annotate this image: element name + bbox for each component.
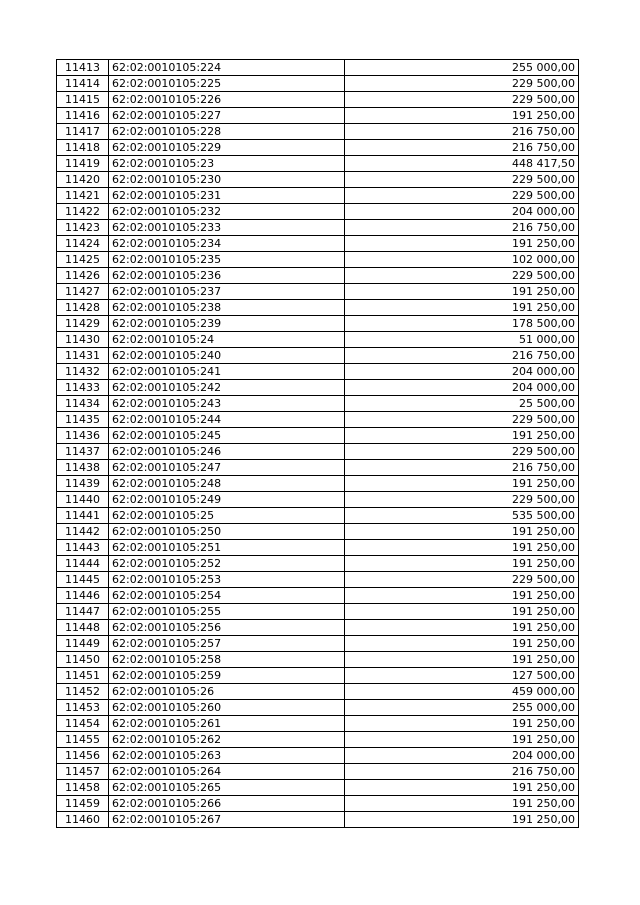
table-row bbox=[57, 60, 579, 76]
cadastral-number-cell: 62:02:0010105:25 bbox=[109, 508, 345, 524]
value-cell: 191 250,00 bbox=[345, 812, 579, 828]
cadastral-value-table bbox=[56, 59, 579, 828]
row-number-cell: 11450 bbox=[57, 652, 109, 668]
row-number-cell: 11440 bbox=[57, 492, 109, 508]
value-cell: 229 500,00 bbox=[345, 92, 579, 108]
value-cell: 204 000,00 bbox=[345, 380, 579, 396]
cadastral-number-cell: 62:02:0010105:262 bbox=[109, 732, 345, 748]
table-row bbox=[57, 140, 579, 156]
cadastral-number-cell: 62:02:0010105:260 bbox=[109, 700, 345, 716]
table-row bbox=[57, 668, 579, 684]
value-cell: 216 750,00 bbox=[345, 460, 579, 476]
table-row bbox=[57, 412, 579, 428]
row-number-cell: 11431 bbox=[57, 348, 109, 364]
cadastral-number-cell: 62:02:0010105:261 bbox=[109, 716, 345, 732]
row-number-cell: 11443 bbox=[57, 540, 109, 556]
cadastral-number-cell: 62:02:0010105:255 bbox=[109, 604, 345, 620]
row-number-cell: 11420 bbox=[57, 172, 109, 188]
value-cell: 216 750,00 bbox=[345, 764, 579, 780]
value-cell: 204 000,00 bbox=[345, 748, 579, 764]
value-cell: 191 250,00 bbox=[345, 300, 579, 316]
cadastral-number-cell: 62:02:0010105:256 bbox=[109, 620, 345, 636]
row-number-cell: 11453 bbox=[57, 700, 109, 716]
cadastral-number-cell: 62:02:0010105:234 bbox=[109, 236, 345, 252]
value-cell: 204 000,00 bbox=[345, 204, 579, 220]
table-row bbox=[57, 76, 579, 92]
cadastral-number-cell: 62:02:0010105:250 bbox=[109, 524, 345, 540]
value-cell: 191 250,00 bbox=[345, 540, 579, 556]
table-row bbox=[57, 508, 579, 524]
table-row bbox=[57, 812, 579, 828]
table-row bbox=[57, 236, 579, 252]
table-row bbox=[57, 444, 579, 460]
row-number-cell: 11435 bbox=[57, 412, 109, 428]
table-row bbox=[57, 268, 579, 284]
value-cell: 191 250,00 bbox=[345, 620, 579, 636]
value-cell: 229 500,00 bbox=[345, 492, 579, 508]
table-row bbox=[57, 572, 579, 588]
row-number-cell: 11459 bbox=[57, 796, 109, 812]
cadastral-number-cell: 62:02:0010105:263 bbox=[109, 748, 345, 764]
table-row bbox=[57, 428, 579, 444]
table-row bbox=[57, 476, 579, 492]
row-number-cell: 11460 bbox=[57, 812, 109, 828]
table-row bbox=[57, 492, 579, 508]
table-row bbox=[57, 204, 579, 220]
table-row bbox=[57, 252, 579, 268]
row-number-cell: 11447 bbox=[57, 604, 109, 620]
value-cell: 204 000,00 bbox=[345, 364, 579, 380]
row-number-cell: 11430 bbox=[57, 332, 109, 348]
row-number-cell: 11426 bbox=[57, 268, 109, 284]
value-cell: 191 250,00 bbox=[345, 604, 579, 620]
value-cell: 191 250,00 bbox=[345, 476, 579, 492]
table-row bbox=[57, 636, 579, 652]
row-number-cell: 11458 bbox=[57, 780, 109, 796]
cadastral-number-cell: 62:02:0010105:228 bbox=[109, 124, 345, 140]
cadastral-number-cell: 62:02:0010105:232 bbox=[109, 204, 345, 220]
table-row bbox=[57, 684, 579, 700]
row-number-cell: 11449 bbox=[57, 636, 109, 652]
row-number-cell: 11454 bbox=[57, 716, 109, 732]
value-cell: 229 500,00 bbox=[345, 172, 579, 188]
cadastral-number-cell: 62:02:0010105:257 bbox=[109, 636, 345, 652]
value-cell: 191 250,00 bbox=[345, 716, 579, 732]
cadastral-number-cell: 62:02:0010105:23 bbox=[109, 156, 345, 172]
cadastral-number-cell: 62:02:0010105:225 bbox=[109, 76, 345, 92]
cadastral-number-cell: 62:02:0010105:247 bbox=[109, 460, 345, 476]
row-number-cell: 11439 bbox=[57, 476, 109, 492]
cadastral-number-cell: 62:02:0010105:26 bbox=[109, 684, 345, 700]
table-row bbox=[57, 460, 579, 476]
row-number-cell: 11437 bbox=[57, 444, 109, 460]
row-number-cell: 11415 bbox=[57, 92, 109, 108]
cadastral-number-cell: 62:02:0010105:259 bbox=[109, 668, 345, 684]
value-cell: 459 000,00 bbox=[345, 684, 579, 700]
row-number-cell: 11421 bbox=[57, 188, 109, 204]
value-cell: 178 500,00 bbox=[345, 316, 579, 332]
cadastral-number-cell: 62:02:0010105:229 bbox=[109, 140, 345, 156]
table-row bbox=[57, 796, 579, 812]
cadastral-number-cell: 62:02:0010105:230 bbox=[109, 172, 345, 188]
table-row bbox=[57, 124, 579, 140]
cadastral-number-cell: 62:02:0010105:249 bbox=[109, 492, 345, 508]
value-cell: 191 250,00 bbox=[345, 732, 579, 748]
cadastral-number-cell: 62:02:0010105:264 bbox=[109, 764, 345, 780]
value-cell: 229 500,00 bbox=[345, 572, 579, 588]
value-cell: 448 417,50 bbox=[345, 156, 579, 172]
cadastral-number-cell: 62:02:0010105:239 bbox=[109, 316, 345, 332]
table-row bbox=[57, 284, 579, 300]
value-cell: 25 500,00 bbox=[345, 396, 579, 412]
cadastral-number-cell: 62:02:0010105:224 bbox=[109, 60, 345, 76]
value-cell: 216 750,00 bbox=[345, 140, 579, 156]
row-number-cell: 11419 bbox=[57, 156, 109, 172]
table-row bbox=[57, 604, 579, 620]
row-number-cell: 11442 bbox=[57, 524, 109, 540]
value-cell: 191 250,00 bbox=[345, 236, 579, 252]
table-row bbox=[57, 620, 579, 636]
cadastral-number-cell: 62:02:0010105:258 bbox=[109, 652, 345, 668]
cadastral-number-cell: 62:02:0010105:267 bbox=[109, 812, 345, 828]
cadastral-number-cell: 62:02:0010105:254 bbox=[109, 588, 345, 604]
row-number-cell: 11452 bbox=[57, 684, 109, 700]
cadastral-number-cell: 62:02:0010105:238 bbox=[109, 300, 345, 316]
cadastral-number-cell: 62:02:0010105:237 bbox=[109, 284, 345, 300]
row-number-cell: 11424 bbox=[57, 236, 109, 252]
cadastral-number-cell: 62:02:0010105:253 bbox=[109, 572, 345, 588]
row-number-cell: 11446 bbox=[57, 588, 109, 604]
value-cell: 229 500,00 bbox=[345, 76, 579, 92]
table-row bbox=[57, 748, 579, 764]
table-row bbox=[57, 780, 579, 796]
row-number-cell: 11445 bbox=[57, 572, 109, 588]
row-number-cell: 11455 bbox=[57, 732, 109, 748]
value-cell: 51 000,00 bbox=[345, 332, 579, 348]
cadastral-number-cell: 62:02:0010105:243 bbox=[109, 396, 345, 412]
value-cell: 216 750,00 bbox=[345, 348, 579, 364]
row-number-cell: 11413 bbox=[57, 60, 109, 76]
value-cell: 216 750,00 bbox=[345, 124, 579, 140]
cadastral-number-cell: 62:02:0010105:245 bbox=[109, 428, 345, 444]
table-row bbox=[57, 172, 579, 188]
table-row bbox=[57, 652, 579, 668]
cadastral-number-cell: 62:02:0010105:236 bbox=[109, 268, 345, 284]
row-number-cell: 11432 bbox=[57, 364, 109, 380]
row-number-cell: 11448 bbox=[57, 620, 109, 636]
value-cell: 191 250,00 bbox=[345, 428, 579, 444]
cadastral-number-cell: 62:02:0010105:246 bbox=[109, 444, 345, 460]
table-row bbox=[57, 380, 579, 396]
row-number-cell: 11425 bbox=[57, 252, 109, 268]
value-cell: 191 250,00 bbox=[345, 780, 579, 796]
row-number-cell: 11444 bbox=[57, 556, 109, 572]
cadastral-number-cell: 62:02:0010105:231 bbox=[109, 188, 345, 204]
value-cell: 191 250,00 bbox=[345, 284, 579, 300]
cadastral-number-cell: 62:02:0010105:227 bbox=[109, 108, 345, 124]
value-cell: 127 500,00 bbox=[345, 668, 579, 684]
table-row bbox=[57, 556, 579, 572]
table-row bbox=[57, 732, 579, 748]
value-cell: 229 500,00 bbox=[345, 188, 579, 204]
cadastral-number-cell: 62:02:0010105:266 bbox=[109, 796, 345, 812]
value-cell: 102 000,00 bbox=[345, 252, 579, 268]
table-row bbox=[57, 92, 579, 108]
table-body bbox=[57, 60, 579, 828]
table-row bbox=[57, 524, 579, 540]
row-number-cell: 11441 bbox=[57, 508, 109, 524]
row-number-cell: 11456 bbox=[57, 748, 109, 764]
value-cell: 191 250,00 bbox=[345, 796, 579, 812]
cadastral-number-cell: 62:02:0010105:226 bbox=[109, 92, 345, 108]
table-row bbox=[57, 220, 579, 236]
value-cell: 535 500,00 bbox=[345, 508, 579, 524]
row-number-cell: 11427 bbox=[57, 284, 109, 300]
value-cell: 229 500,00 bbox=[345, 268, 579, 284]
row-number-cell: 11416 bbox=[57, 108, 109, 124]
row-number-cell: 11414 bbox=[57, 76, 109, 92]
table-row bbox=[57, 108, 579, 124]
row-number-cell: 11418 bbox=[57, 140, 109, 156]
table-row bbox=[57, 716, 579, 732]
value-cell: 191 250,00 bbox=[345, 588, 579, 604]
value-cell: 191 250,00 bbox=[345, 108, 579, 124]
value-cell: 216 750,00 bbox=[345, 220, 579, 236]
cadastral-number-cell: 62:02:0010105:244 bbox=[109, 412, 345, 428]
value-cell: 255 000,00 bbox=[345, 700, 579, 716]
row-number-cell: 11429 bbox=[57, 316, 109, 332]
table-row bbox=[57, 700, 579, 716]
value-cell: 191 250,00 bbox=[345, 556, 579, 572]
cadastral-number-cell: 62:02:0010105:248 bbox=[109, 476, 345, 492]
table-row bbox=[57, 540, 579, 556]
row-number-cell: 11434 bbox=[57, 396, 109, 412]
table-row bbox=[57, 348, 579, 364]
cadastral-number-cell: 62:02:0010105:241 bbox=[109, 364, 345, 380]
value-cell: 191 250,00 bbox=[345, 652, 579, 668]
cadastral-number-cell: 62:02:0010105:252 bbox=[109, 556, 345, 572]
table-row bbox=[57, 316, 579, 332]
cadastral-number-cell: 62:02:0010105:24 bbox=[109, 332, 345, 348]
value-cell: 191 250,00 bbox=[345, 524, 579, 540]
row-number-cell: 11451 bbox=[57, 668, 109, 684]
row-number-cell: 11422 bbox=[57, 204, 109, 220]
table-row bbox=[57, 332, 579, 348]
table-row bbox=[57, 396, 579, 412]
table-row bbox=[57, 188, 579, 204]
row-number-cell: 11433 bbox=[57, 380, 109, 396]
row-number-cell: 11417 bbox=[57, 124, 109, 140]
cadastral-number-cell: 62:02:0010105:240 bbox=[109, 348, 345, 364]
table-row bbox=[57, 364, 579, 380]
row-number-cell: 11423 bbox=[57, 220, 109, 236]
value-cell: 255 000,00 bbox=[345, 60, 579, 76]
value-cell: 229 500,00 bbox=[345, 444, 579, 460]
row-number-cell: 11438 bbox=[57, 460, 109, 476]
cadastral-number-cell: 62:02:0010105:242 bbox=[109, 380, 345, 396]
table-row bbox=[57, 588, 579, 604]
table-row bbox=[57, 156, 579, 172]
cadastral-number-cell: 62:02:0010105:265 bbox=[109, 780, 345, 796]
row-number-cell: 11457 bbox=[57, 764, 109, 780]
cadastral-number-cell: 62:02:0010105:251 bbox=[109, 540, 345, 556]
row-number-cell: 11428 bbox=[57, 300, 109, 316]
table-row bbox=[57, 300, 579, 316]
cadastral-number-cell: 62:02:0010105:235 bbox=[109, 252, 345, 268]
table-row bbox=[57, 764, 579, 780]
value-cell: 229 500,00 bbox=[345, 412, 579, 428]
row-number-cell: 11436 bbox=[57, 428, 109, 444]
value-cell: 191 250,00 bbox=[345, 636, 579, 652]
cadastral-number-cell: 62:02:0010105:233 bbox=[109, 220, 345, 236]
